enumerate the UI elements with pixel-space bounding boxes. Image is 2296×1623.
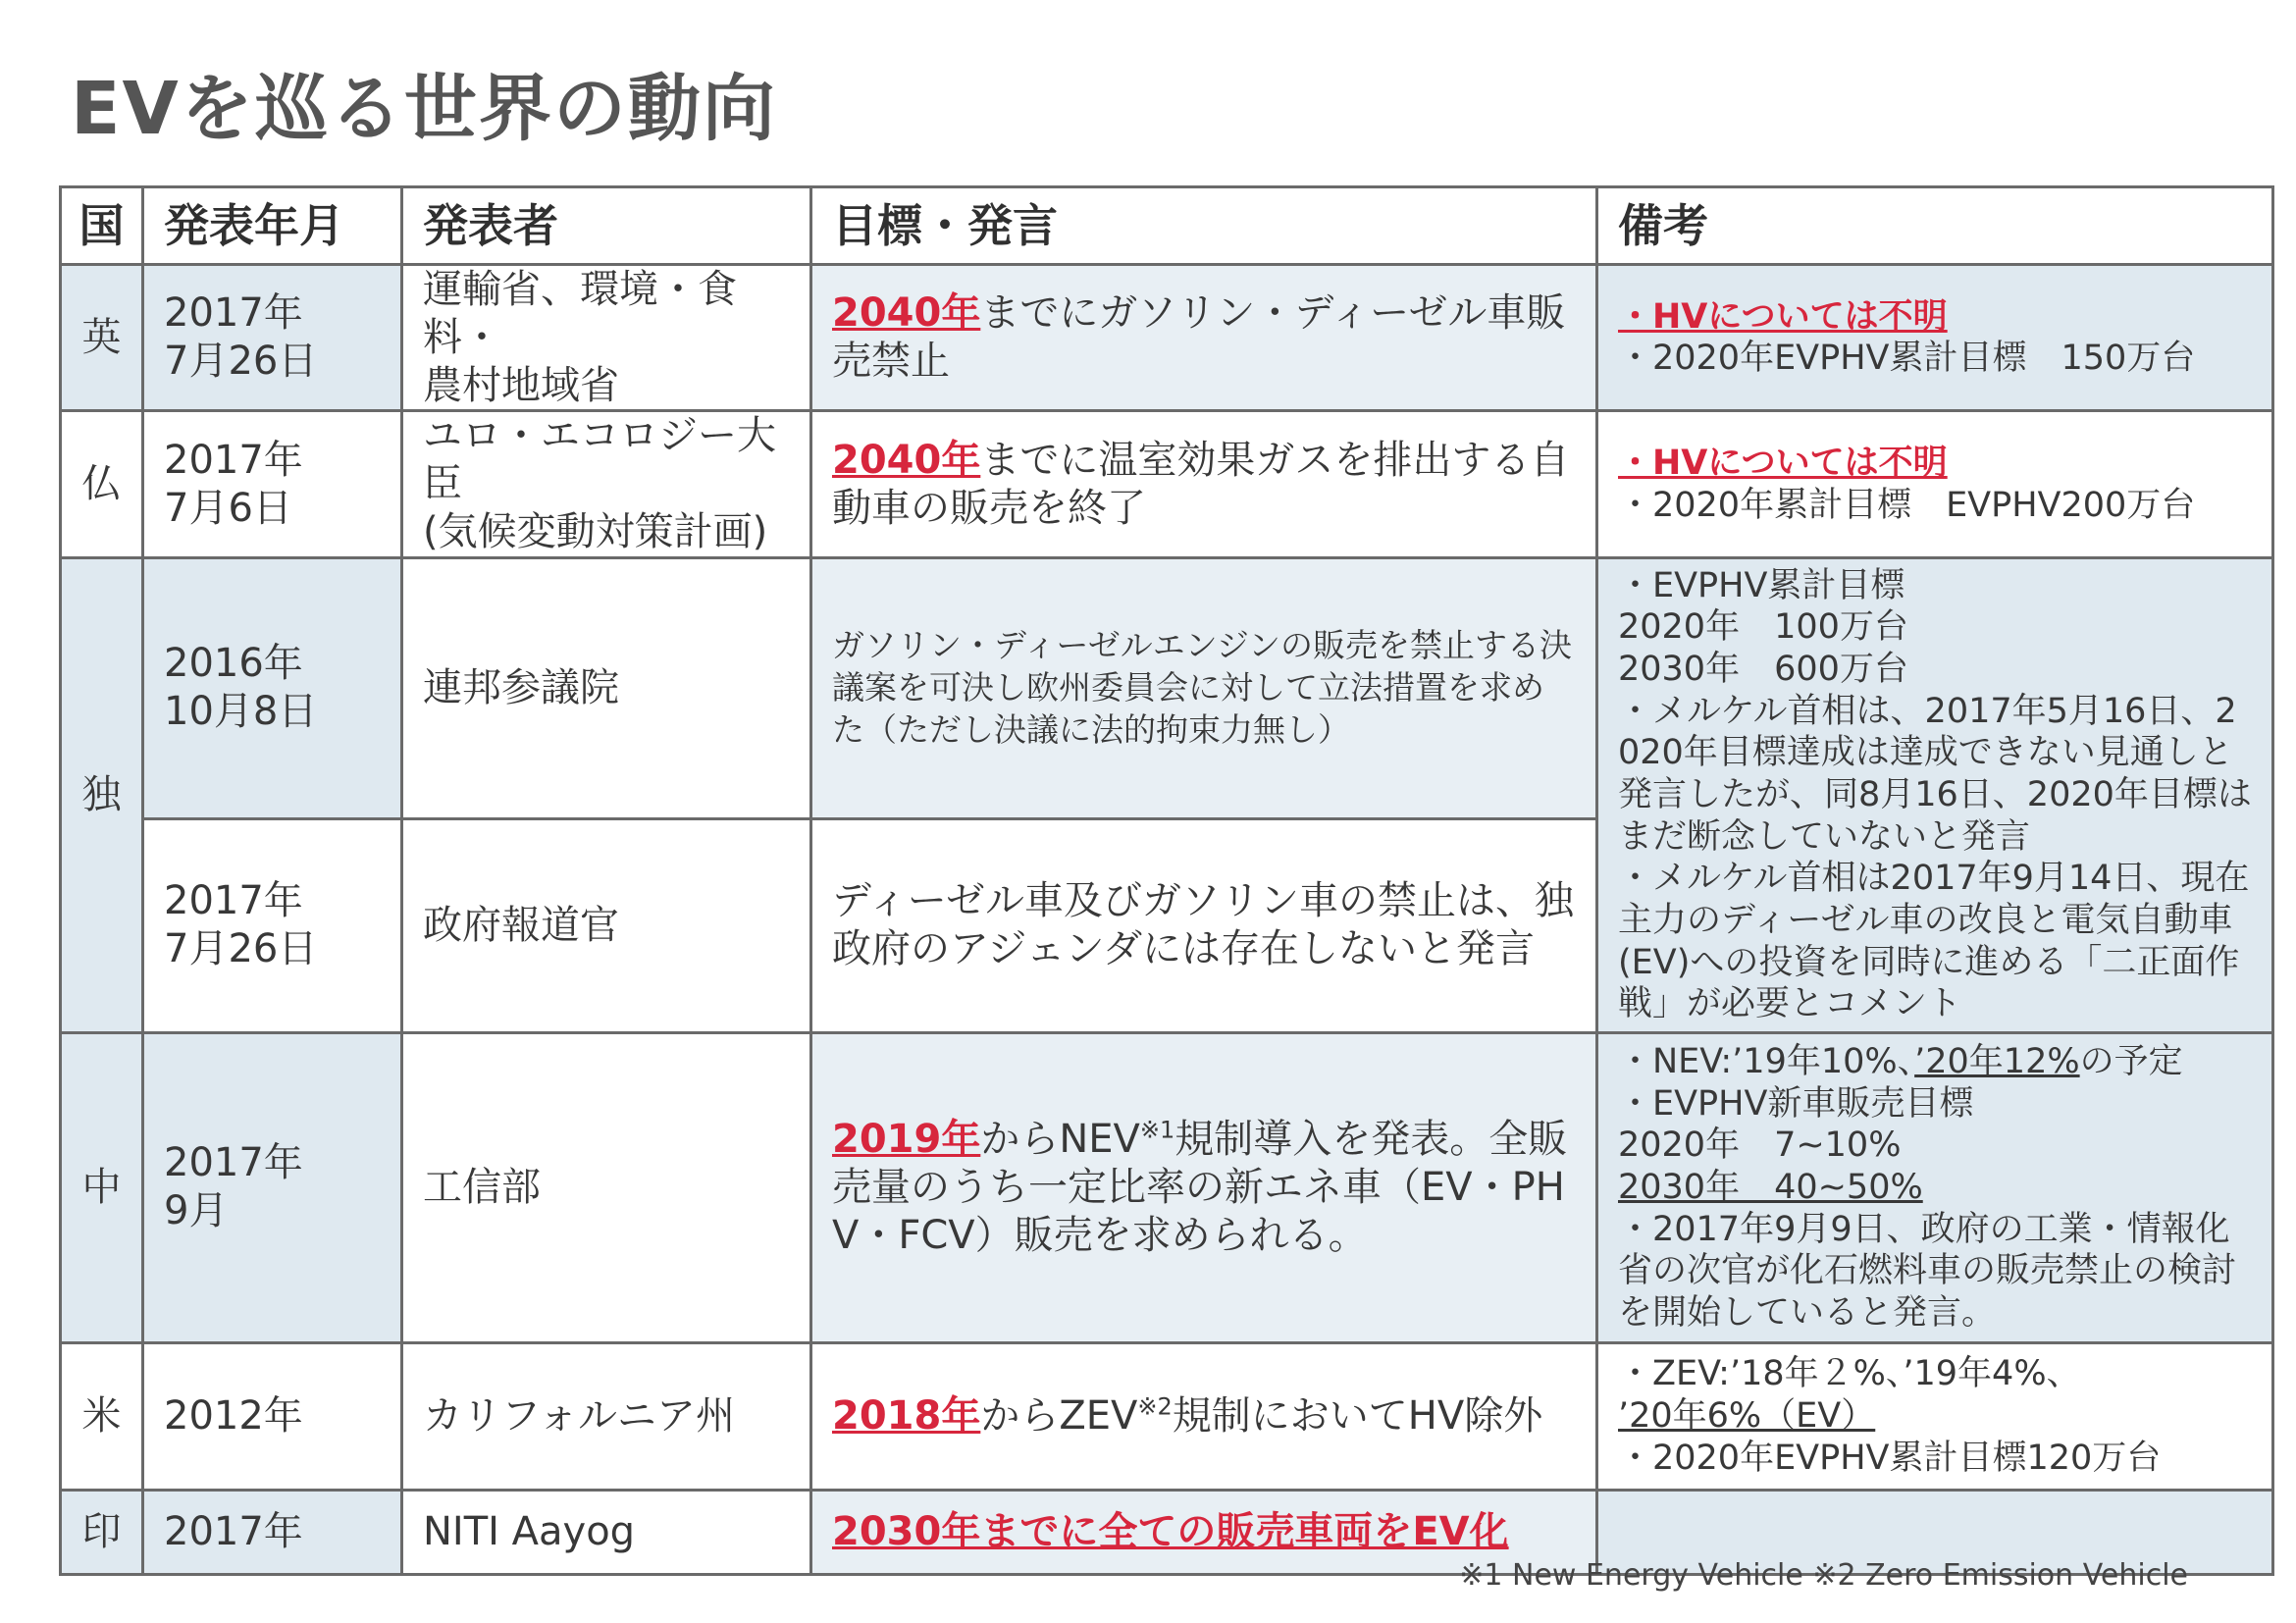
announcer-cell: 工信部 xyxy=(402,1032,811,1342)
date-cell: 2017年 9月 xyxy=(143,1032,402,1342)
announcer-cell: ユロ・エコロジー大臣 (気候変動対策計画) xyxy=(402,411,811,557)
country-cell: 米 xyxy=(61,1342,143,1490)
goal-cell: ガソリン・ディーゼルエンジンの販売を禁止する決議案を可決し欧州委員会に対して立法措置を求めた（ただし決議に法的拘束力無し） xyxy=(811,557,1597,818)
table-header-row xyxy=(61,187,2273,265)
header-goal: 目標・発言 xyxy=(811,187,1597,265)
note-highlight: ・HVについては不明 xyxy=(1618,443,1948,483)
goal-cell: ディーゼル車及びガソリン車の禁止は、独政府のアジェンダには存在しないと発言 xyxy=(811,818,1597,1032)
header-country: 国 xyxy=(61,187,143,265)
announcer-cell: NITI Aayog xyxy=(402,1490,811,1574)
table-row-us xyxy=(61,1342,2273,1490)
ev-trends-table xyxy=(59,185,2274,1576)
goal-year-highlight: 2040年 xyxy=(832,290,981,337)
announcer-cell: 政府報道官 xyxy=(402,818,811,1032)
table-row-uk xyxy=(61,265,2273,411)
table-row-fr xyxy=(61,411,2273,557)
goal-year-highlight: 2040年 xyxy=(832,437,981,483)
note-cell: ・HVについては不明 ・2020年累計目標 EVPHV200万台 xyxy=(1597,411,2273,557)
date-cell: 2017年 7月6日 xyxy=(143,411,402,557)
announcer-cell: カリフォルニア州 xyxy=(402,1342,811,1490)
table-row-de-1 xyxy=(61,557,2273,818)
goal-cell: 2019年からNEV$^{※1}$規制導入を発表。全販売量のうち一定比率の新エネ車（EV・PHV・FCV）販売を求められる。 xyxy=(811,1032,1597,1342)
goal-year-highlight: 2018年 xyxy=(832,1392,981,1439)
goal-year-highlight: 2019年 xyxy=(832,1117,981,1163)
goal-highlight: 2030年までに全ての販売車両をEV化 xyxy=(832,1508,1509,1554)
country-cell: 独 xyxy=(61,557,143,1032)
date-cell: 2012年 xyxy=(143,1342,402,1490)
announcer-cell: 運輸省、環境・食料・ 農村地域省 xyxy=(402,265,811,411)
country-cell: 英 xyxy=(61,265,143,411)
footnote-marker: ※1 xyxy=(1139,1116,1175,1144)
date-cell: 2017年 7月26日 xyxy=(143,818,402,1032)
country-cell: 印 xyxy=(61,1490,143,1574)
note-highlight: ・HVについては不明 xyxy=(1618,296,1948,337)
note-cell: ・ZEV:’18年２%、’19年4%、 ’20年6%（EV） ・2020年EVPHV累計目標120万台 xyxy=(1597,1342,2273,1490)
date-cell: 2017年 7月26日 xyxy=(143,265,402,411)
note-cell: ・EVPHV累計目標 2020年 100万台 2030年 600万台 ・メルケル首相は、2017年5月16日、2020年目標達成は達成できない見通しと発言したが、同8月16日、2020年目標はまだ断念していないと発言 ・メルケル首相は2017年9月14日、現在主力のディーゼル車の改良と電気自動車(EV)への投資を同時に進める「二正面作戦」が必要とコメント xyxy=(1597,557,2273,1032)
goal-cell: 2040年までに温室効果ガスを排出する自動車の販売を終了 xyxy=(811,411,1597,557)
header-announcer: 発表者 xyxy=(402,187,811,265)
announcer-cell: 連邦参議院 xyxy=(402,557,811,818)
footnote-marker: ※2 xyxy=(1137,1392,1173,1421)
page-title: EVを巡る世界の動向 xyxy=(71,67,777,151)
goal-cell: 2018年からZEV$^{※2}$規制においてHV除外 xyxy=(811,1342,1597,1490)
country-cell: 中 xyxy=(61,1032,143,1342)
date-cell: 2017年 xyxy=(143,1490,402,1574)
footnote: ※1 New Energy Vehicle ※2 Zero Emission Vehicle xyxy=(1459,1558,2188,1593)
date-cell: 2016年 10月8日 xyxy=(143,557,402,818)
header-date: 発表年月 xyxy=(143,187,402,265)
country-cell: 仏 xyxy=(61,411,143,557)
header-note: 備考 xyxy=(1597,187,2273,265)
note-cell: ・HVについては不明 ・2020年EVPHV累計目標 150万台 xyxy=(1597,265,2273,411)
goal-cell: 2040年までにガソリン・ディーゼル車販売禁止 xyxy=(811,265,1597,411)
table-row-cn xyxy=(61,1032,2273,1342)
note-cell: ・NEV:’19年10%、’20年12%の予定 ・EVPHV新車販売目標 2020年 7~10% 2030年 40~50% ・2017年9月9日、政府の工業・情報化省の次官が化石燃料車の販売禁止の検討を開始していると発言。 xyxy=(1597,1032,2273,1342)
